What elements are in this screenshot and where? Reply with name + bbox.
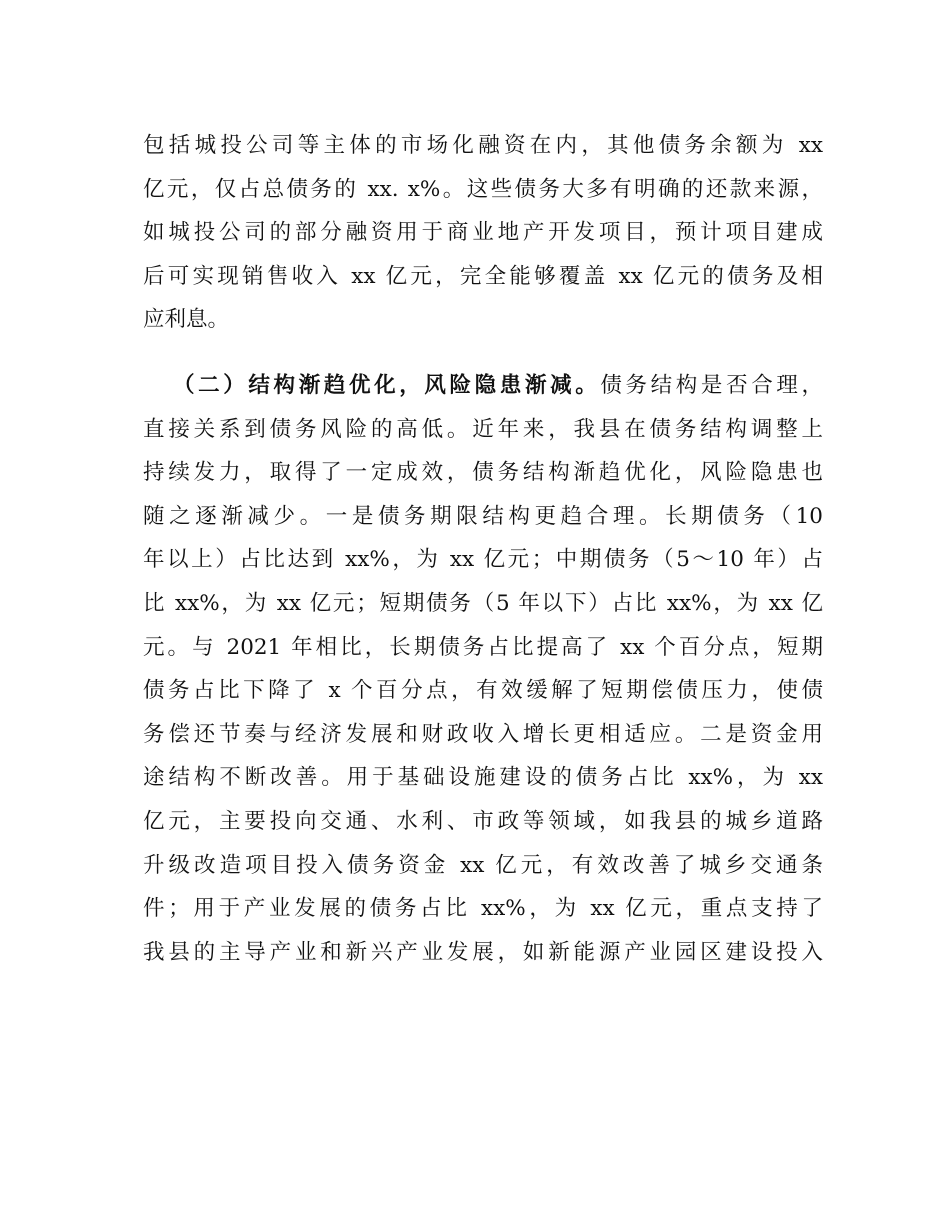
- document-body: [143, 124, 823, 974]
- paragraph-2-line-14: 我县的主导产业和新兴产业发展，如新能源产业园区建设投入: [143, 939, 823, 965]
- paragraph-2-line-6: 比 xx%，为 xx 亿元；短期债务（5 年以下）占比 xx%，为 xx 亿: [143, 590, 823, 616]
- paragraph-2-line-4: 随之逐渐减少。一是债务期限结构更趋合理。长期债务（10: [143, 503, 823, 529]
- paragraph-2-line-11: 亿元，主要投向交通、水利、市政等领域，如我县的城乡道路: [143, 808, 823, 834]
- paragraph-2-line-7: 元。与 2021 年相比，长期债务占比提高了 xx 个百分点，短期: [143, 634, 823, 660]
- paragraph-2-line-3: 持续发力，取得了一定成效，债务结构渐趋优化，风险隐患也: [143, 460, 823, 486]
- paragraph-2-line-5: 年以上）占比达到 xx%，为 xx 亿元；中期债务（5～10 年）占: [143, 547, 823, 573]
- paragraph-2-line-12: 升级改造项目投入债务资金 xx 亿元，有效改善了城乡交通条: [143, 852, 823, 878]
- paragraph-2-line-10: 途结构不断改善。用于基础设施建设的债务占比 xx%，为 xx: [143, 765, 823, 791]
- paragraph-1-line-5: 应利息。: [143, 307, 230, 333]
- paragraph-gap: [143, 342, 823, 364]
- paragraph-2-line-2: 直接关系到债务风险的高低。近年来，我县在债务结构调整上: [143, 416, 823, 442]
- paragraph-1-line-4: 后可实现销售收入 xx 亿元，完全能够覆盖 xx 亿元的债务及相: [143, 263, 823, 289]
- paragraph-2-line-8: 债务占比下降了 x 个百分点，有效缓解了短期偿债压力，使债: [143, 678, 823, 704]
- paragraph-1-line-3: 如城投公司的部分融资用于商业地产开发项目，预计项目建成: [143, 220, 823, 246]
- paragraph-1-line-2: 亿元，仅占总债务的 xx. x%。这些债务大多有明确的还款来源，: [143, 176, 823, 202]
- paragraph-2-first-line-text: 债务结构是否合理，: [600, 372, 823, 398]
- paragraph-2-line-9: 务偿还节奏与经济发展和财政收入增长更相适应。二是资金用: [143, 721, 823, 747]
- section-heading: （二）结构渐趋优化，风险隐患渐减。: [173, 372, 601, 398]
- paragraph-2-line-1: [143, 364, 823, 408]
- paragraph-1-line-1: 包括城投公司等主体的市场化融资在内，其他债务余额为 xx: [143, 133, 823, 158]
- paragraph-2-line-13: 件；用于产业发展的债务占比 xx%，为 xx 亿元，重点支持了: [143, 896, 823, 922]
